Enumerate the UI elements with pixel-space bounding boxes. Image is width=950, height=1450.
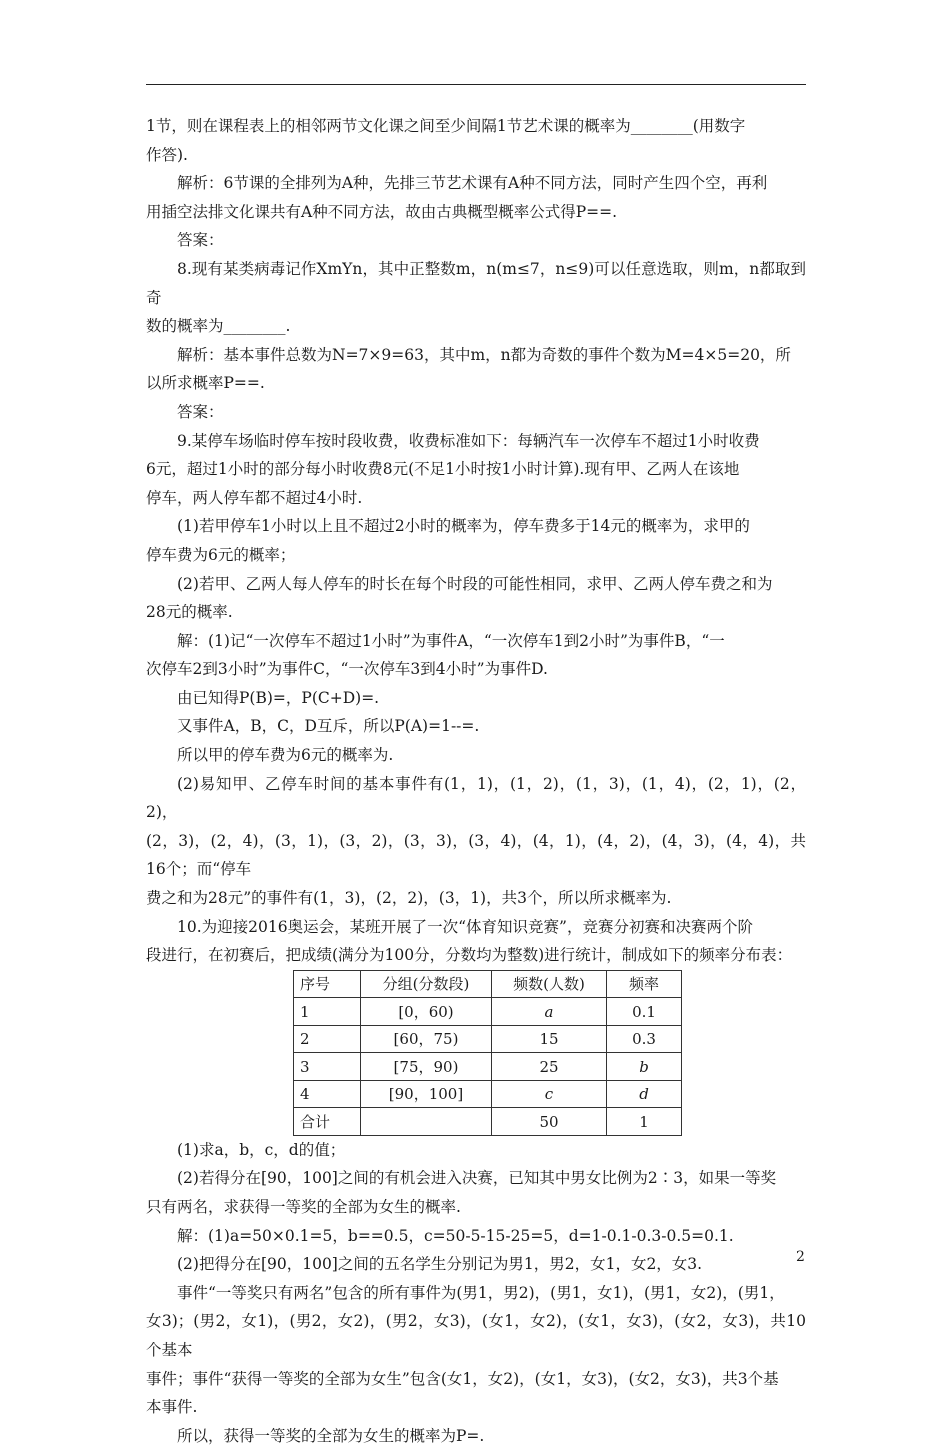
- text-line: 答案：: [177, 231, 224, 250]
- table-cell: 1: [294, 998, 361, 1026]
- document-body: [146, 112, 806, 1450]
- text-line: 6元，超过1小时的部分每小时收费8元(不足1小时按1小时计算).现有甲、乙两人在该地: [146, 460, 740, 479]
- text-line: 停车，两人停车都不超过4小时.: [146, 488, 363, 507]
- text-line: 所以甲的停车费为6元的概率为.: [177, 746, 394, 765]
- text-line: (1)若甲停车1小时以上且不超过2小时的概率为，停车费多于14元的概率为，求甲的: [177, 517, 750, 536]
- text-line: 答案：: [177, 402, 224, 421]
- table-header-cell: 频数(人数): [492, 970, 607, 998]
- text-line: 事件“一等奖只有两名”包含的所有事件为(男1，男2)，(男1，女1)，(男1，女2)，(男1，: [177, 1283, 785, 1302]
- table-row: [294, 1053, 682, 1081]
- table-cell: b: [607, 1053, 682, 1081]
- table-cell: [90，100]: [361, 1080, 492, 1108]
- table-cell: a: [492, 998, 607, 1026]
- table-cell: 2: [294, 1025, 361, 1053]
- table-cell: 50: [492, 1108, 607, 1136]
- text-line: (2)若得分在[90，100]之间的有机会进入决赛，已知其中男女比例为2∶3，如果一等奖: [177, 1169, 777, 1188]
- text-block-before-table: [146, 112, 806, 970]
- table-cell: c: [492, 1080, 607, 1108]
- table-header-cell: 序号: [294, 970, 361, 998]
- text-line: 8.现有某类病毒记作XmYn，其中正整数m，n(m≤7，n≤9)可以任意选取，则m，n都取到奇: [146, 259, 806, 307]
- table-cell: 1: [607, 1108, 682, 1136]
- table-cell: [75，90): [361, 1053, 492, 1081]
- table-header-cell: 分组(分数段): [361, 970, 492, 998]
- text-line: (2)若甲、乙两人每人停车的时长在每个时段的可能性相同，求甲、乙两人停车费之和为: [177, 574, 773, 593]
- table-cell: [361, 1108, 492, 1136]
- text-line: (1)求a，b，c，d的值；: [177, 1140, 346, 1159]
- text-line: 解析：6节课的全排列为A种，先排三节艺术课有A种不同方法，同时产生四个空，再利: [177, 174, 768, 193]
- frequency-table: [293, 970, 682, 1136]
- text-line: 9.某停车场临时停车按时段收费，收费标准如下：每辆汽车一次停车不超过1小时收费: [177, 431, 760, 450]
- page-number: 2: [796, 1249, 805, 1265]
- table-header-row: [294, 970, 682, 998]
- table-cell: 3: [294, 1053, 361, 1081]
- text-line: 又事件A，B，C，D互斥，所以P(A)=1--=.: [177, 717, 480, 736]
- table-row: [294, 1108, 682, 1136]
- table-cell: 4: [294, 1080, 361, 1108]
- text-line: 解：(1)记“一次停车不超过1小时”为事件A，“一次停车1到2小时”为事件B，“一: [177, 631, 725, 650]
- text-line: 次停车2到3小时”为事件C，“一次停车3到4小时”为事件D.: [146, 660, 548, 679]
- text-block-after-table: [146, 1136, 806, 1450]
- table-row: [294, 1025, 682, 1053]
- text-line: 解：(1)a=50×0.1=5，b==0.5，c=50-5-15-25=5，d=1-0.1-0.3-0.5=0.1.: [177, 1226, 734, 1245]
- text-line: (2)易知甲、乙停车时间的基本事件有(1，1)，(1，2)，(1，3)，(1，4)，(2，1)，(2，2)，: [146, 774, 806, 822]
- table-cell: 15: [492, 1025, 607, 1053]
- text-line: 女3)；(男2，女1)，(男2，女2)，(男2，女3)，(女1，女2)，(女1，女3)，(女2，女3)，共10个基本: [146, 1312, 806, 1359]
- table-header-cell: 频率: [607, 970, 682, 998]
- text-line: 数的概率为________.: [146, 317, 291, 336]
- text-line: 由已知得P(B)=，P(C+D)=.: [177, 688, 380, 707]
- text-line: 费之和为28元”的事件有(1，3)，(2，2)，(3，1)，共3个，所以所求概率为.: [146, 889, 672, 908]
- table-wrapper: [146, 970, 806, 1136]
- table-row: [294, 998, 682, 1026]
- text-line: 以所求概率P==.: [146, 374, 265, 393]
- header-rule: [146, 84, 806, 85]
- text-line: 28元的概率.: [146, 603, 233, 622]
- table-cell: 0.1: [607, 998, 682, 1026]
- text-line: 作答).: [146, 145, 188, 164]
- text-line: 只有两名，求获得一等奖的全部为女生的概率.: [146, 1198, 461, 1216]
- table-cell: 25: [492, 1053, 607, 1081]
- text-line: (2)把得分在[90，100]之间的五名学生分别记为男1，男2，女1，女2，女3.: [177, 1255, 703, 1274]
- text-line: 所以，获得一等奖的全部为女生的概率为P=.: [177, 1426, 485, 1445]
- text-line: 解析：基本事件总数为N=7×9=63，其中m，n都为奇数的事件个数为M=4×5=20，所: [177, 345, 791, 364]
- text-line: 事件；事件“获得一等奖的全部为女生”包含(女1，女2)，(女1，女3)，(女2，女3)，共3个基: [146, 1369, 779, 1388]
- table-row: [294, 1080, 682, 1108]
- text-line: 段进行，在初赛后，把成绩(满分为100分，分数均为整数)进行统计，制成如下的频率分布表：: [146, 946, 793, 965]
- text-line: (2，3)，(2，4)，(3，1)，(3，2)，(3，3)，(3，4)，(4，1)，(4，2)，(4，3)，(4，4)，共16个；而“停车: [146, 831, 806, 879]
- table-cell: [0，60): [361, 998, 492, 1026]
- text-line: 停车费为6元的概率；: [146, 545, 296, 564]
- text-line: 10.为迎接2016奥运会，某班开展了一次“体育知识竞赛”，竞赛分初赛和决赛两个阶: [177, 917, 753, 936]
- table-cell: d: [607, 1080, 682, 1108]
- table-cell: [60，75): [361, 1025, 492, 1053]
- table-cell: 0.3: [607, 1025, 682, 1053]
- text-line: 1节，则在课程表上的相邻两节文化课之间至少间隔1节艺术课的概率为________(用数字: [146, 117, 746, 135]
- table-cell: 合计: [294, 1108, 361, 1136]
- text-line: 本事件.: [146, 1398, 198, 1417]
- text-line: 用插空法排文化课共有A种不同方法，故由古典概型概率公式得P==.: [146, 202, 618, 221]
